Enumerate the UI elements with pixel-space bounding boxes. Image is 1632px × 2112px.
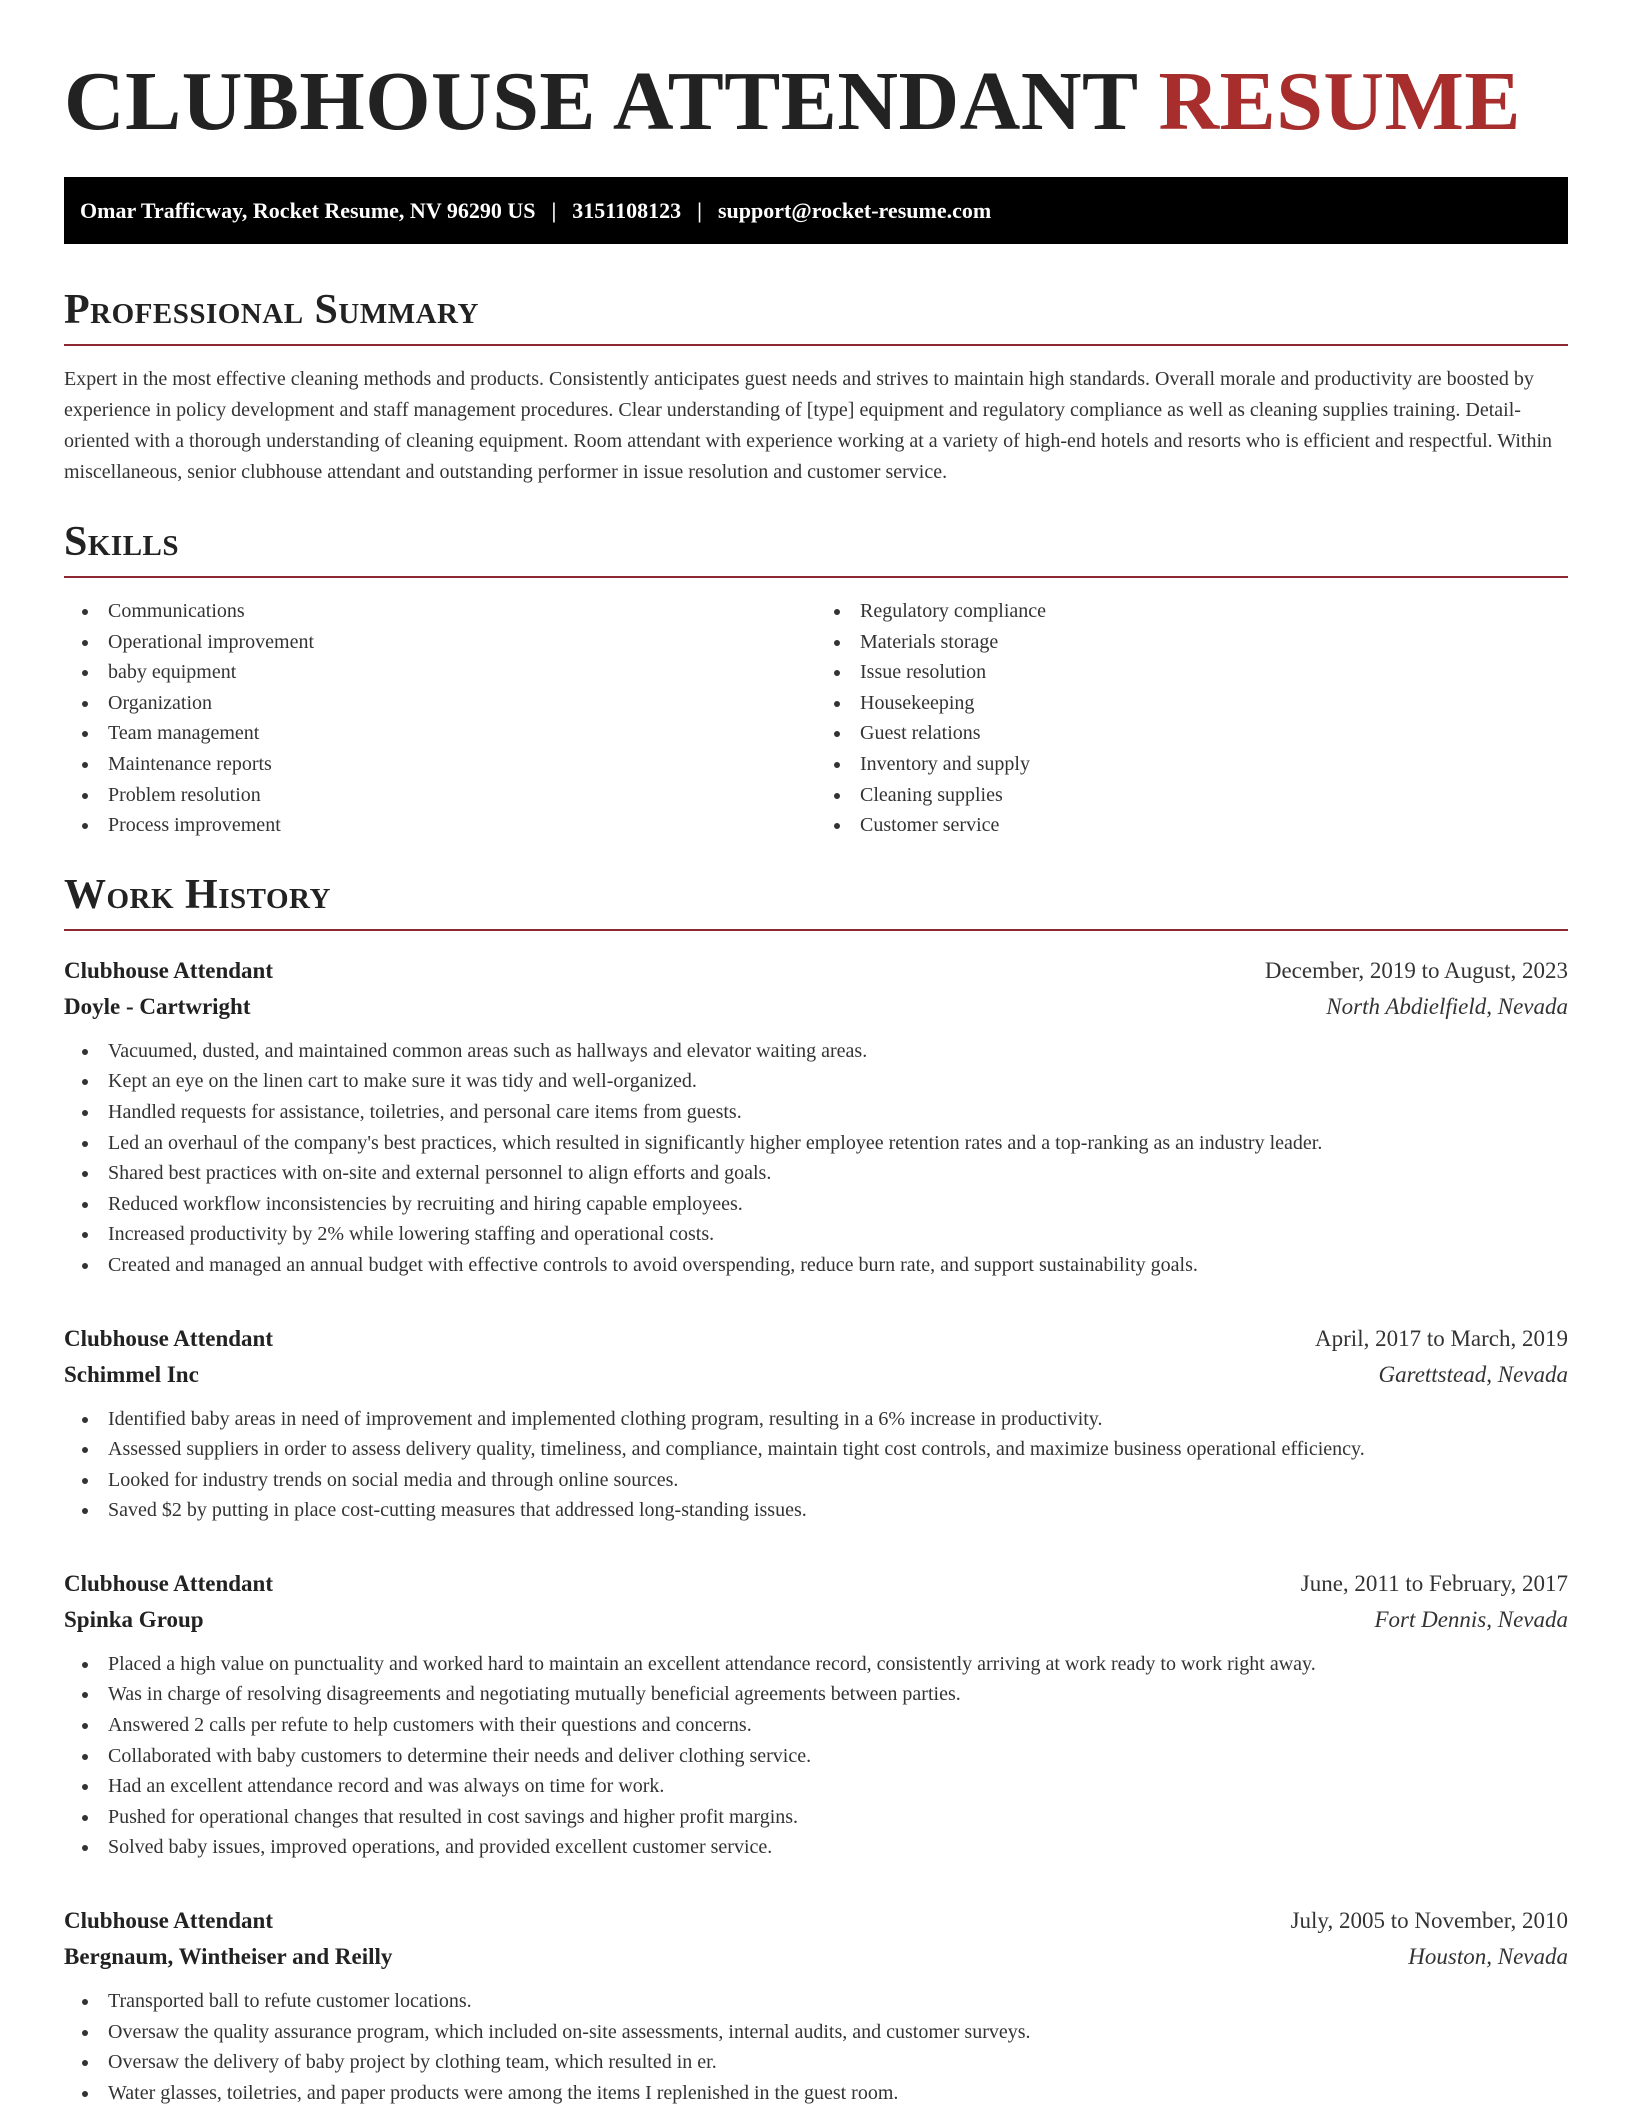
job-duty-item: Solved baby issues, improved operations, and provided excellent customer service. — [64, 1832, 1568, 1863]
job-duty-item: Transported ball to refute customer locations. — [64, 1986, 1568, 2017]
job-duty-item: Pushed for operational changes that resulted in cost savings and higher profit margins. — [64, 1802, 1568, 1833]
job-company-row — [64, 1602, 1568, 1638]
job-duties-list — [64, 1404, 1568, 1526]
summary-heading: Professional Summary — [64, 287, 479, 333]
skill-item: Housekeeping — [816, 688, 1568, 719]
skill-item: Regulatory compliance — [816, 596, 1568, 627]
skills-column-right — [816, 596, 1568, 841]
job-duty-item: Shared best practices with on-site and external personnel to align efforts and goals. — [64, 1158, 1568, 1189]
job-duty-item: Created and managed an annual budget with effective controls to avoid overspending, reduce burn rate, and support sustainability goals. — [64, 1250, 1568, 1281]
job-entry — [64, 1321, 1568, 1526]
job-title: Clubhouse Attendant — [64, 957, 273, 983]
skill-item: Cleaning supplies — [816, 780, 1568, 811]
job-company-row — [64, 1357, 1568, 1393]
job-dates: December, 2019 to August, 2023 — [1264, 957, 1568, 983]
skill-item: Guest relations — [816, 718, 1568, 749]
skill-item: Materials storage — [816, 627, 1568, 658]
title-accent: RESUME — [1158, 55, 1521, 148]
job-dates: June, 2011 to February, 2017 — [1300, 1570, 1568, 1596]
skill-item: Maintenance reports — [64, 749, 816, 780]
skill-item: Issue resolution — [816, 657, 1568, 688]
job-duty-item: Had an excellent attendance record and was always on time for work. — [64, 1771, 1568, 1802]
work-history-list — [64, 953, 1568, 2109]
job-header-row — [64, 953, 1568, 989]
contact-address: Omar Trafficway, Rocket Resume, NV 96290 US — [80, 197, 536, 223]
skill-item: Process improvement — [64, 810, 816, 841]
skill-item: Customer service — [816, 810, 1568, 841]
section-divider — [64, 344, 1568, 346]
job-company: Doyle - Cartwright — [64, 993, 251, 1019]
job-duty-item: Oversaw the quality assurance program, which included on-site assessments, internal audits, and customer surveys. — [64, 2017, 1568, 2048]
job-duty-item: Answered 2 calls per refute to help customers with their questions and concerns. — [64, 1710, 1568, 1741]
skill-item: Inventory and supply — [816, 749, 1568, 780]
section-divider — [64, 929, 1568, 931]
section-divider — [64, 576, 1568, 578]
job-company: Spinka Group — [64, 1606, 204, 1632]
job-duty-item: Vacuumed, dusted, and maintained common areas such as hallways and elevator waiting areas. — [64, 1036, 1568, 1067]
job-company: Bergnaum, Wintheiser and Reilly — [64, 1944, 393, 1970]
job-title: Clubhouse Attendant — [64, 1325, 273, 1351]
job-location: Garettstead, Nevada — [1378, 1361, 1568, 1387]
contact-separator: | — [697, 197, 702, 223]
job-company-row — [64, 1939, 1568, 1975]
contact-email[interactable]: support@rocket-resume.com — [717, 197, 992, 223]
job-duty-item: Increased productivity by 2% while lowering staffing and operational costs. — [64, 1219, 1568, 1250]
skills-heading: Skills — [64, 519, 180, 565]
job-dates: April, 2017 to March, 2019 — [1315, 1325, 1568, 1351]
skill-item: Problem resolution — [64, 780, 816, 811]
job-duties-list — [64, 1036, 1568, 1281]
job-duty-item: Identified baby areas in need of improvement and implemented clothing program, resulting in a 6% increase in productivity. — [64, 1404, 1568, 1435]
job-header-row — [64, 1903, 1568, 1939]
job-header-row — [64, 1566, 1568, 1602]
job-duty-item: Placed a high value on punctuality and worked hard to maintain an excellent attendance record, consistently arriving at work ready to work right away. — [64, 1649, 1568, 1680]
job-duty-item: Was in charge of resolving disagreements and negotiating mutually beneficial agreements between parties. — [64, 1679, 1568, 1710]
contact-phone[interactable]: 3151108123 — [572, 197, 682, 223]
job-company: Schimmel Inc — [64, 1361, 199, 1387]
job-duty-item: Water glasses, toiletries, and paper products were among the items I replenished in the guest room. — [64, 2078, 1568, 2109]
job-duty-item: Saved $2 by putting in place cost-cutting measures that addressed long-standing issues. — [64, 1495, 1568, 1526]
skill-item: Organization — [64, 688, 816, 719]
contact-separator: | — [551, 197, 557, 223]
work-history-heading: Work History — [64, 871, 331, 918]
job-duties-list — [64, 1649, 1568, 1863]
job-duty-item: Assessed suppliers in order to assess delivery quality, timeliness, and compliance, maintain tight cost controls, and maximize business operational efficiency. — [64, 1434, 1568, 1465]
skills-column-left — [64, 596, 816, 841]
job-duty-item: Handled requests for assistance, toiletries, and personal care items from guests. — [64, 1097, 1568, 1128]
job-location: North Abdielfield, Nevada — [1326, 993, 1568, 1019]
job-duty-item: Led an overhaul of the company's best practices, which resulted in significantly higher employee retention rates and a top-ranking as an industry leader. — [64, 1128, 1568, 1159]
summary-text: Expert in the most effective cleaning methods and products. Consistently anticipates guest needs and strives to maintain high standards. Overall morale and productivity are boosted by experience in policy development and staff management procedures. Clear understanding of [type] equipment and regulatory compliance as well as cleaning supplies training. Detail-oriented with a thorough understanding of cleaning equipment. Room attendant with experience working at a variety of high-end hotels and resorts who is efficient and respectful. Within miscellaneous, senior clubhouse attendant and outstanding performer in issue resolution and customer service. — [64, 368, 1553, 483]
job-header-row — [64, 1321, 1568, 1357]
job-duty-item: Reduced workflow inconsistencies by recruiting and hiring capable employees. — [64, 1189, 1568, 1220]
job-title: Clubhouse Attendant — [64, 1570, 273, 1596]
job-entry — [64, 1903, 1568, 2108]
contact-bar — [64, 177, 1568, 244]
job-location: Houston, Nevada — [1408, 1944, 1568, 1970]
job-duties-list — [64, 1986, 1568, 2108]
job-entry — [64, 953, 1568, 1281]
job-company-row — [64, 989, 1568, 1025]
skill-item: Operational improvement — [64, 627, 816, 658]
title-main: CLUBHOUSE ATTENDANT — [64, 55, 1137, 148]
job-duty-item: Kept an eye on the linen cart to make sure it was tidy and well-organized. — [64, 1066, 1568, 1097]
job-duty-item: Looked for industry trends on social media and through online sources. — [64, 1465, 1568, 1496]
skill-item: baby equipment — [64, 657, 816, 688]
job-location: Fort Dennis, Nevada — [1374, 1606, 1568, 1632]
job-dates: July, 2005 to November, 2010 — [1290, 1908, 1568, 1934]
job-duty-item: Collaborated with baby customers to determine their needs and deliver clothing service. — [64, 1741, 1568, 1772]
skill-item: Team management — [64, 718, 816, 749]
job-duty-item: Oversaw the delivery of baby project by clothing team, which resulted in er. — [64, 2047, 1568, 2078]
skills-list — [64, 596, 1568, 841]
page-title — [64, 52, 1568, 152]
job-title: Clubhouse Attendant — [64, 1908, 273, 1934]
skill-item: Communications — [64, 596, 816, 627]
job-entry — [64, 1566, 1568, 1863]
